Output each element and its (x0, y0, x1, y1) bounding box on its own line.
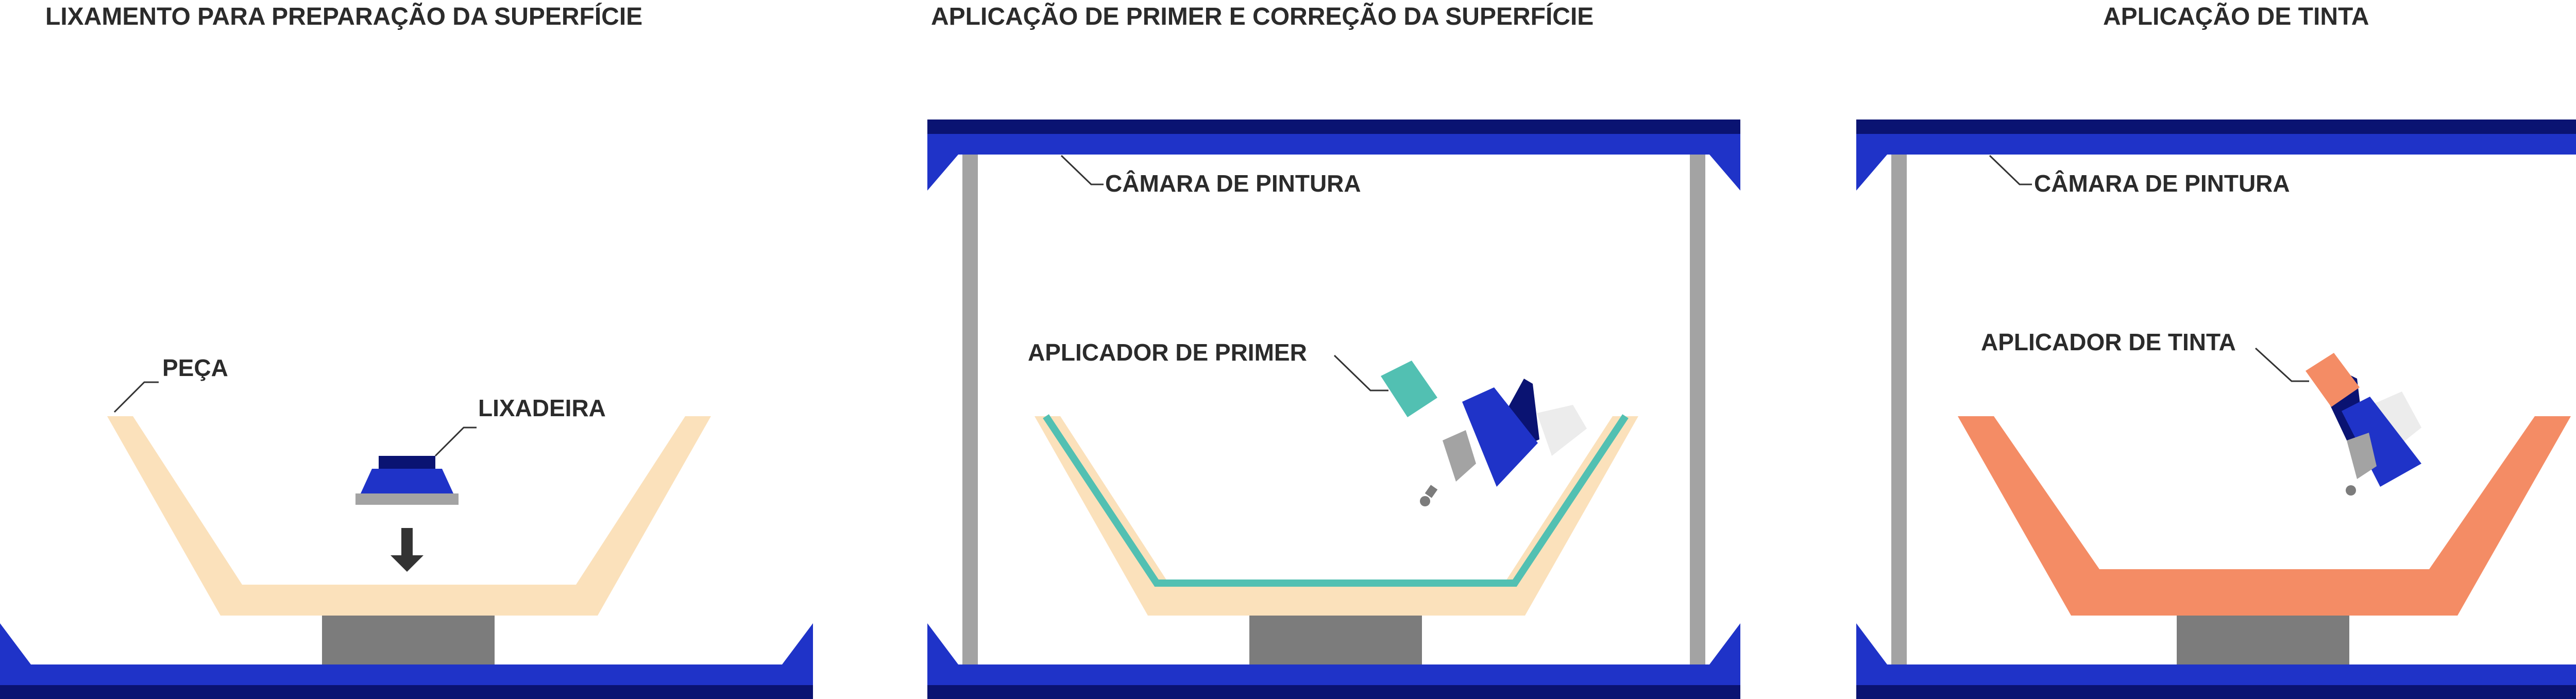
part-painted (1958, 416, 2571, 616)
leader-chamber (1061, 156, 1104, 184)
leader-sander (435, 428, 477, 456)
chamber-wall-right (1690, 155, 1705, 664)
base-left-bracket (927, 623, 958, 664)
robot-tip-stem (1425, 485, 1438, 498)
roof-left-bracket (927, 155, 958, 191)
panel-paint (1856, 2, 2576, 699)
panel-primer (927, 2, 1740, 699)
base-rail (1856, 664, 2576, 685)
spray-robot-icon (1381, 361, 1587, 506)
label-part: PEÇA (162, 354, 228, 381)
panel-title-primer: APLICAÇÃO DE PRIMER E CORREÇÃO DA SUPERFÍCIE (931, 3, 1594, 30)
base-right-bracket (782, 623, 813, 664)
sander (355, 456, 459, 505)
base-rail (927, 664, 1740, 685)
leader-applicator (1334, 355, 1388, 390)
panel-sanding (0, 2, 813, 699)
label-chamber: CÂMARA DE PINTURA (2034, 170, 2290, 197)
pedestal (1249, 616, 1422, 664)
base-left-bracket (0, 623, 31, 664)
sander-pad (355, 493, 459, 505)
robot-base-mount (1537, 405, 1587, 456)
label-applicator: APLICADOR DE TINTA (1981, 329, 2236, 355)
part-raw (107, 416, 711, 616)
chamber-wall-left (962, 155, 978, 664)
pedestal (322, 616, 495, 664)
primer-applicator-head (1381, 361, 1437, 417)
robot-nozzle (1443, 430, 1476, 482)
roof-right-bracket (1709, 155, 1740, 191)
base-right-bracket (1709, 623, 1740, 664)
leader-applicator (2256, 348, 2309, 381)
roof-left-bracket (1856, 155, 1887, 191)
pedestal (2177, 616, 2349, 664)
base-rail-shadow (0, 685, 813, 699)
sander-handle (379, 456, 435, 469)
base-rail-shadow (1856, 685, 2576, 699)
label-applicator: APLICADOR DE PRIMER (1028, 339, 1307, 366)
base-left-bracket (1856, 623, 1887, 664)
chamber-wall-left (1891, 155, 1907, 664)
panel-title-sanding: LIXAMENTO PARA PREPARAÇÃO DA SUPERFÍCIE (45, 3, 643, 30)
panel-title-paint: APLICAÇÃO DE TINTA (2103, 3, 2369, 30)
chamber-roof (1856, 134, 2576, 155)
label-sander: LIXADEIRA (478, 395, 606, 421)
leader-chamber (1990, 156, 2032, 184)
chamber-roof (927, 134, 1740, 155)
sander-body (361, 469, 453, 493)
robot-tip (1420, 496, 1430, 506)
base-rail-shadow (927, 685, 1740, 699)
leader-part (114, 382, 159, 412)
robot-tip (2346, 485, 2356, 496)
base-rail (0, 664, 813, 685)
spray-robot-icon (2306, 353, 2436, 496)
label-chamber: CÂMARA DE PINTURA (1105, 170, 1361, 197)
chamber-roof-dark (1856, 120, 2576, 134)
chamber-roof-dark (927, 120, 1740, 134)
down-arrow-icon (391, 528, 423, 572)
